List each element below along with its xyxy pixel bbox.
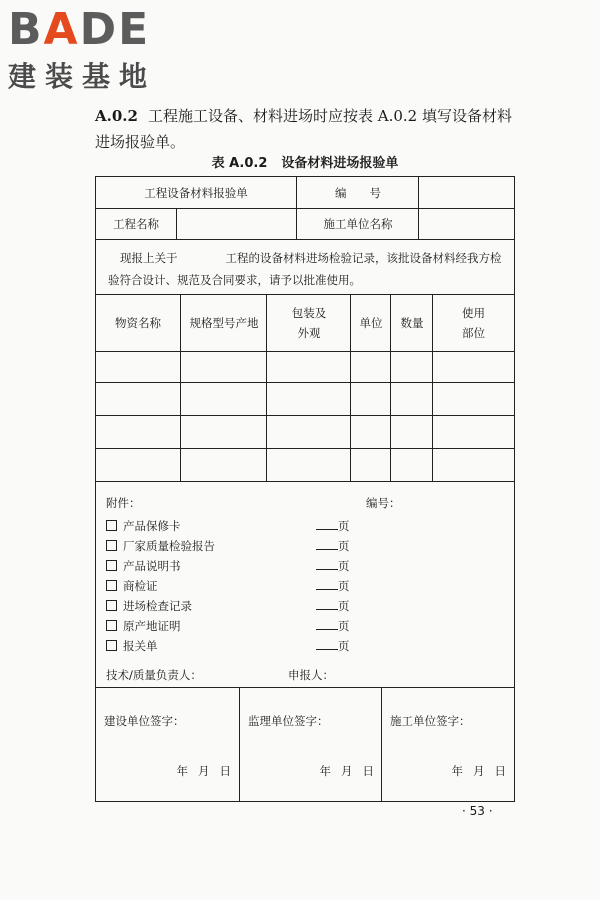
signature-row	[96, 687, 514, 801]
attachment-item: 原产地证明 页	[106, 617, 486, 635]
checkbox[interactable]	[106, 560, 117, 571]
page-number: · 53 ·	[462, 804, 493, 818]
table-cell[interactable]	[390, 415, 433, 448]
form-row-title	[96, 177, 514, 209]
project-name-label: 工程名称	[113, 216, 159, 231]
checkbox[interactable]	[106, 540, 117, 551]
attachment-item: 厂家质量检验报告 页	[106, 537, 486, 555]
form-title: 工程设备材料报验单	[144, 185, 248, 200]
table-caption-title: 设备材料进场报验单	[281, 156, 399, 171]
page-count-field[interactable]	[316, 517, 338, 530]
logo-wordmark: BADE	[8, 4, 151, 55]
table-cell[interactable]	[350, 448, 391, 481]
section-number: A.0.2	[95, 107, 138, 125]
table-cell[interactable]	[266, 448, 351, 481]
page-count-field[interactable]	[316, 617, 338, 630]
header-spec: 规格型号产地	[180, 294, 267, 351]
date-line: 年 月 日	[451, 764, 506, 778]
project-name-field[interactable]	[176, 208, 297, 239]
table-row	[96, 351, 514, 383]
table-cell[interactable]	[390, 382, 433, 415]
section-paragraph	[95, 103, 525, 155]
page-count-field[interactable]	[316, 537, 338, 550]
number-label: 编号：	[366, 496, 401, 510]
brand-logo	[8, 6, 183, 94]
page-count-field[interactable]	[316, 557, 338, 570]
table-cell[interactable]	[432, 382, 514, 415]
checkbox[interactable]	[106, 640, 117, 651]
table-caption-number: 表 A.0.2	[211, 156, 268, 171]
table-row	[96, 382, 514, 416]
table-cell[interactable]	[390, 351, 433, 382]
intro-prefix: 现报上关于	[120, 251, 178, 265]
table-cell[interactable]	[96, 448, 180, 481]
attachments-section	[96, 481, 514, 688]
items-table-header	[96, 294, 514, 352]
attachments-label: 附件：	[106, 496, 141, 510]
table-row	[96, 415, 514, 449]
contractor-label: 施工单位名称	[296, 208, 419, 239]
table-cell[interactable]	[266, 382, 351, 415]
form-row-intro	[96, 239, 514, 295]
table-cell[interactable]	[266, 415, 351, 448]
table-cell[interactable]	[350, 351, 391, 382]
table-cell[interactable]	[432, 351, 514, 382]
equipment-material-form	[95, 176, 515, 802]
serial-label: 编 号	[296, 177, 419, 208]
table-cell[interactable]	[96, 415, 180, 448]
contractor-field[interactable]	[418, 208, 514, 239]
checkbox[interactable]	[106, 620, 117, 631]
checkbox[interactable]	[106, 520, 117, 531]
header-quantity: 数量	[390, 294, 433, 351]
date-line: 年 月 日	[176, 764, 231, 778]
table-cell[interactable]	[180, 448, 267, 481]
header-item-name: 物资名称	[115, 315, 161, 330]
table-cell[interactable]	[96, 382, 180, 415]
table-cell[interactable]	[180, 351, 267, 382]
header-packaging: 包装及 外观	[266, 294, 351, 351]
tech-manager-label: 技术/质量负责人：	[106, 668, 202, 682]
page-count-field[interactable]	[316, 597, 338, 610]
attachment-item: 产品说明书 页	[106, 557, 486, 575]
table-row	[96, 448, 514, 482]
table-cell[interactable]	[350, 415, 391, 448]
table-cell[interactable]	[390, 448, 433, 481]
intro-statement	[108, 247, 506, 291]
supervisor-signature[interactable]: 监理单位签字： 年 月 日	[239, 687, 382, 801]
table-cell[interactable]	[350, 382, 391, 415]
form-row-project	[96, 208, 514, 240]
header-usage-location: 使用 部位	[432, 294, 514, 351]
attachment-item: 商检证 页	[106, 577, 486, 595]
table-caption	[95, 152, 515, 171]
date-line: 年 月 日	[319, 764, 374, 778]
table-cell[interactable]	[432, 448, 514, 481]
applicant-label: 申报人：	[288, 668, 334, 682]
page-count-field[interactable]	[316, 637, 338, 650]
owner-signature[interactable]: 建设单位签字： 年 月 日	[104, 714, 231, 778]
attachment-item: 报关单 页	[106, 637, 486, 655]
table-cell[interactable]	[432, 415, 514, 448]
checkbox[interactable]	[106, 580, 117, 591]
header-unit: 单位	[350, 294, 391, 351]
logo-chinese-name: 建装基地	[8, 60, 157, 93]
section-text: 工程施工设备、材料进场时应按表 A.0.2 填写设备材料进场报验单。	[95, 107, 512, 151]
attachment-item: 进场检查记录 页	[106, 597, 486, 615]
intro-rest: 工程的设备材料进场检验记录，该批设备材料经我方检验符合设计、规范及合同要求，请予以批准使用。	[108, 251, 502, 287]
table-cell[interactable]	[266, 351, 351, 382]
contractor-signature[interactable]: 施工单位签字： 年 月 日	[381, 687, 514, 801]
table-cell[interactable]	[180, 382, 267, 415]
attachment-item: 产品保修卡 页	[106, 517, 486, 535]
page-count-field[interactable]	[316, 577, 338, 590]
table-cell[interactable]	[180, 415, 267, 448]
checkbox[interactable]	[106, 600, 117, 611]
table-cell[interactable]	[96, 351, 180, 382]
serial-field[interactable]	[418, 177, 514, 208]
